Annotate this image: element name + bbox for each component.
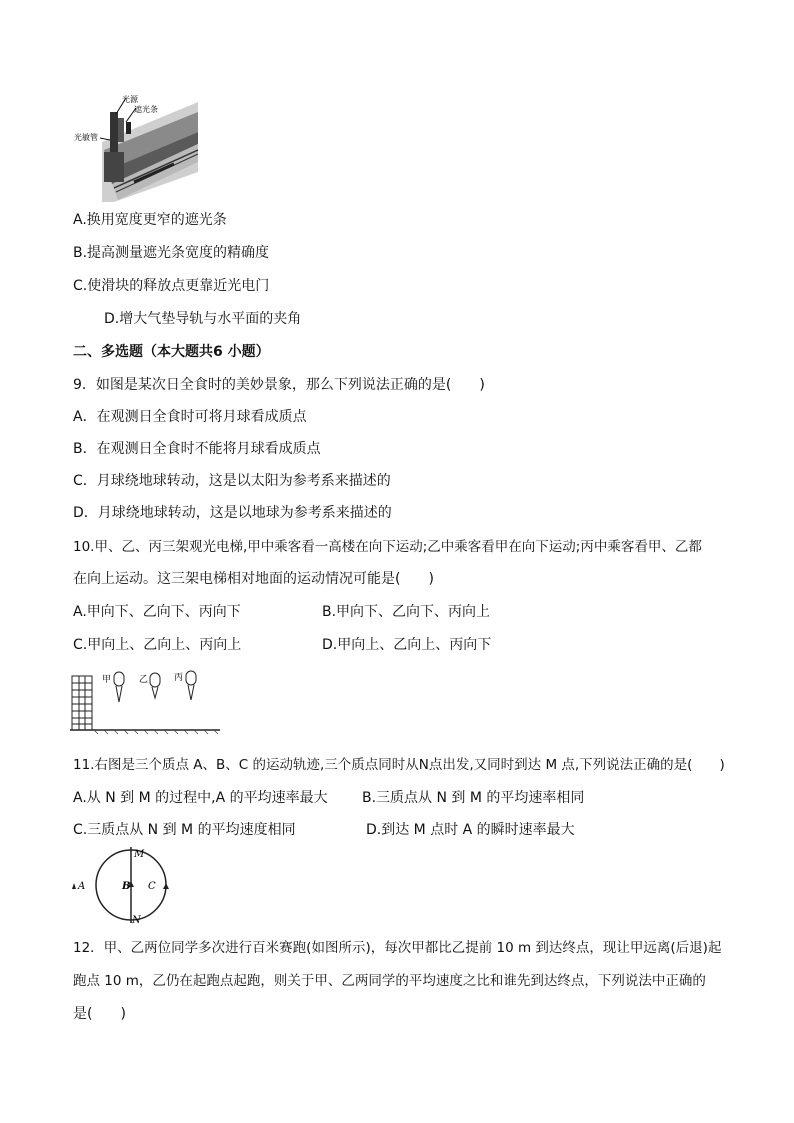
- q12-line3: 是( ): [73, 1006, 126, 1022]
- q10-stem-line1: 10.甲、乙、丙三架观光电梯,甲中乘客看一高楼在向下运动;乙中乘客看甲在向下运动;丙中乘客看甲、乙都: [73, 539, 702, 555]
- q8-option-b: B.提高测量遮光条宽度的精确度: [73, 245, 270, 261]
- q9-option-b: B．在观测日全食时不能将月球看成质点: [73, 441, 321, 457]
- q11-option-a: A.从 N 到 M 的过程中,A 的平均速率最大: [73, 790, 328, 806]
- q9-option-a: A．在观测日全食时可将月球看成质点: [73, 409, 307, 425]
- q12-line1: 12．甲、乙两位同学多次进行百米赛跑(如图所示)，每次甲都比乙提前 10 m 到达终点，现让甲远离(后退)起: [73, 940, 722, 956]
- q11-option-d: D.到达 M 点时 A 的瞬时速率最大: [366, 822, 575, 838]
- q9-option-d: D．月球绕地球转动，这是以地球为参考系来描述的: [73, 505, 392, 521]
- section-heading: 二、多选题（本大题共6 小题）: [73, 344, 270, 360]
- label-b: B: [122, 881, 131, 892]
- q10-option-c: C.甲向上、乙向上、丙向上: [73, 637, 242, 653]
- q10-option-a: A.甲向下、乙向下、丙向下: [73, 604, 241, 620]
- q10-option-d: D.甲向上、乙向上、丙向下: [322, 637, 492, 653]
- label-m: M: [134, 849, 145, 860]
- q11-stem: 11.右图是三个质点 A、B、C 的运动轨迹,三个质点同时从N点出发,又同时到达 M 点,下列说法正确的是( ): [73, 757, 725, 773]
- elevator-figure: [70, 668, 222, 734]
- q11-option-b: B.三质点从 N 到 M 的平均速率相同: [362, 790, 585, 806]
- light-gate-photo: [74, 92, 198, 202]
- label-shade-strip: 遮光条: [134, 105, 158, 114]
- q8-option-d: D.增大气垫导轨与水平面的夹角: [104, 311, 302, 327]
- q9-stem: 9．如图是某次日全食时的美妙景象，那么下列说法正确的是( ): [73, 377, 485, 393]
- q8-option-a: A.换用宽度更窄的遮光条: [73, 212, 227, 228]
- q8-option-c: C.使滑块的释放点更靠近光电门: [73, 278, 270, 294]
- trajectory-figure: [68, 845, 198, 925]
- label-photo-sensor: 光敏管: [74, 133, 98, 142]
- q12-line2: 跑点 10 m，乙仍在起跑点起跑，则关于甲、乙两同学的平均速度之比和谁先到达终点，下列说法中正确的: [73, 973, 706, 989]
- label-n: N: [132, 915, 141, 926]
- label-jia: 甲: [102, 675, 112, 685]
- label-a: A: [78, 881, 86, 892]
- label-yi: 乙: [139, 675, 149, 685]
- label-c: C: [148, 881, 156, 892]
- label-light-source: 光源: [122, 95, 138, 104]
- q9-option-c: C．月球绕地球转动，这是以太阳为参考系来描述的: [73, 473, 391, 489]
- q10-stem-line2: 在向上运动。这三架电梯相对地面的运动情况可能是( ): [73, 571, 434, 587]
- q11-option-c: C.三质点从 N 到 M 的平均速度相同: [73, 822, 296, 838]
- q10-option-b: B.甲向下、乙向下、丙向上: [322, 604, 491, 620]
- label-bing: 丙: [174, 673, 184, 683]
